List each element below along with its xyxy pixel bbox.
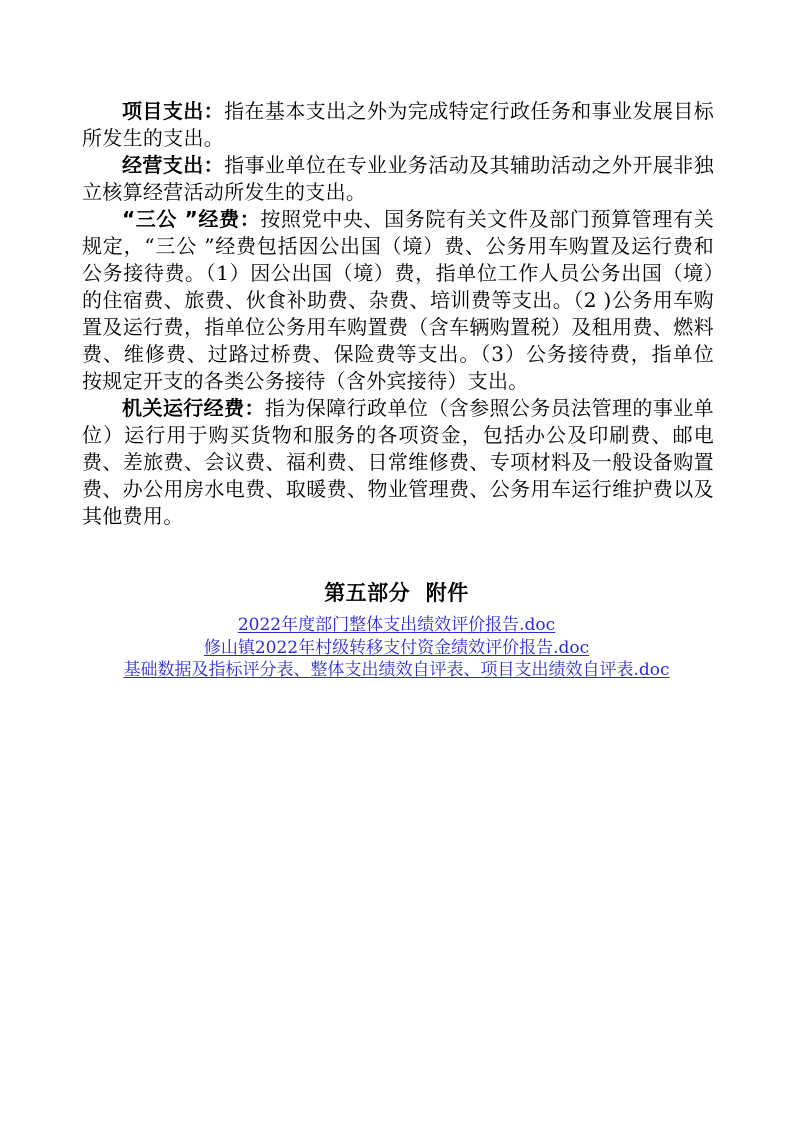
definition-three-public-funds [82, 206, 714, 395]
definition-text: 指事业单位在专业业务活动及其辅助活动之外开展非独立核算经营活动所发生的支出。 [82, 153, 715, 204]
definition-agency-operating-funds [82, 395, 714, 530]
definition-text: 按照党中央、国务院有关文件及部门预算管理有关规定，“三公 ”经费包括因公出国（境）费、公务用车购置及运行费和公务接待费。（1）因公出国（境）费，指单位工作人员公务出国（境）的住宿费、旅费、伙食补助费、杂费、培训费等支出。（2 )公务用车购置及运行费，指单位公务用车购置费（含车辆购置税）及租用费、燃料费、维修费、过路过桥费、保险费等支出。（3）公务接待费，指单位按规定开支的各类公务接待（含外宾接待）支出。 [82, 207, 714, 393]
attachment-list [0, 614, 793, 682]
attachment-link-self-evaluation-tables[interactable]: 基础数据及指标评分表、整体支出绩效自评表、项目支出绩效自评表.doc [123, 660, 670, 680]
definition-term: 机关运行经费： [122, 396, 265, 420]
definitions-block [82, 98, 714, 530]
attachment-item [0, 637, 793, 660]
definition-project-expenditure [82, 98, 714, 152]
section-title: 第五部分 附件 [324, 581, 469, 605]
definition-term: 项目支出： [122, 99, 225, 123]
definition-operating-expenditure [82, 152, 714, 206]
definition-text: 指为保障行政单位（含参照公务员法管理的事业单位）运行用于购买货物和服务的各项资金，包括办公及印刷费、邮电费、差旅费、会议费、福利费、日常维修费、专项材料及一般设备购置费、办公用房水电费、取暖费、物业管理费、公务用车运行维护费以及其他费用。 [82, 396, 714, 528]
attachment-link-village-transfer-report[interactable]: 修山镇2022年村级转移支付资金绩效评价报告.doc [203, 637, 590, 658]
definition-text: 指在基本支出之外为完成特定行政任务和事业发展目标所发生的支出。 [82, 99, 715, 150]
attachment-link-dept-performance-report[interactable]: 2022年度部门整体支出绩效评价报告.doc [237, 615, 556, 635]
definition-term: “三公 ”经费： [122, 207, 261, 231]
attachment-item [0, 659, 793, 682]
definition-term: 经营支出： [122, 153, 225, 177]
attachment-item [0, 614, 793, 637]
